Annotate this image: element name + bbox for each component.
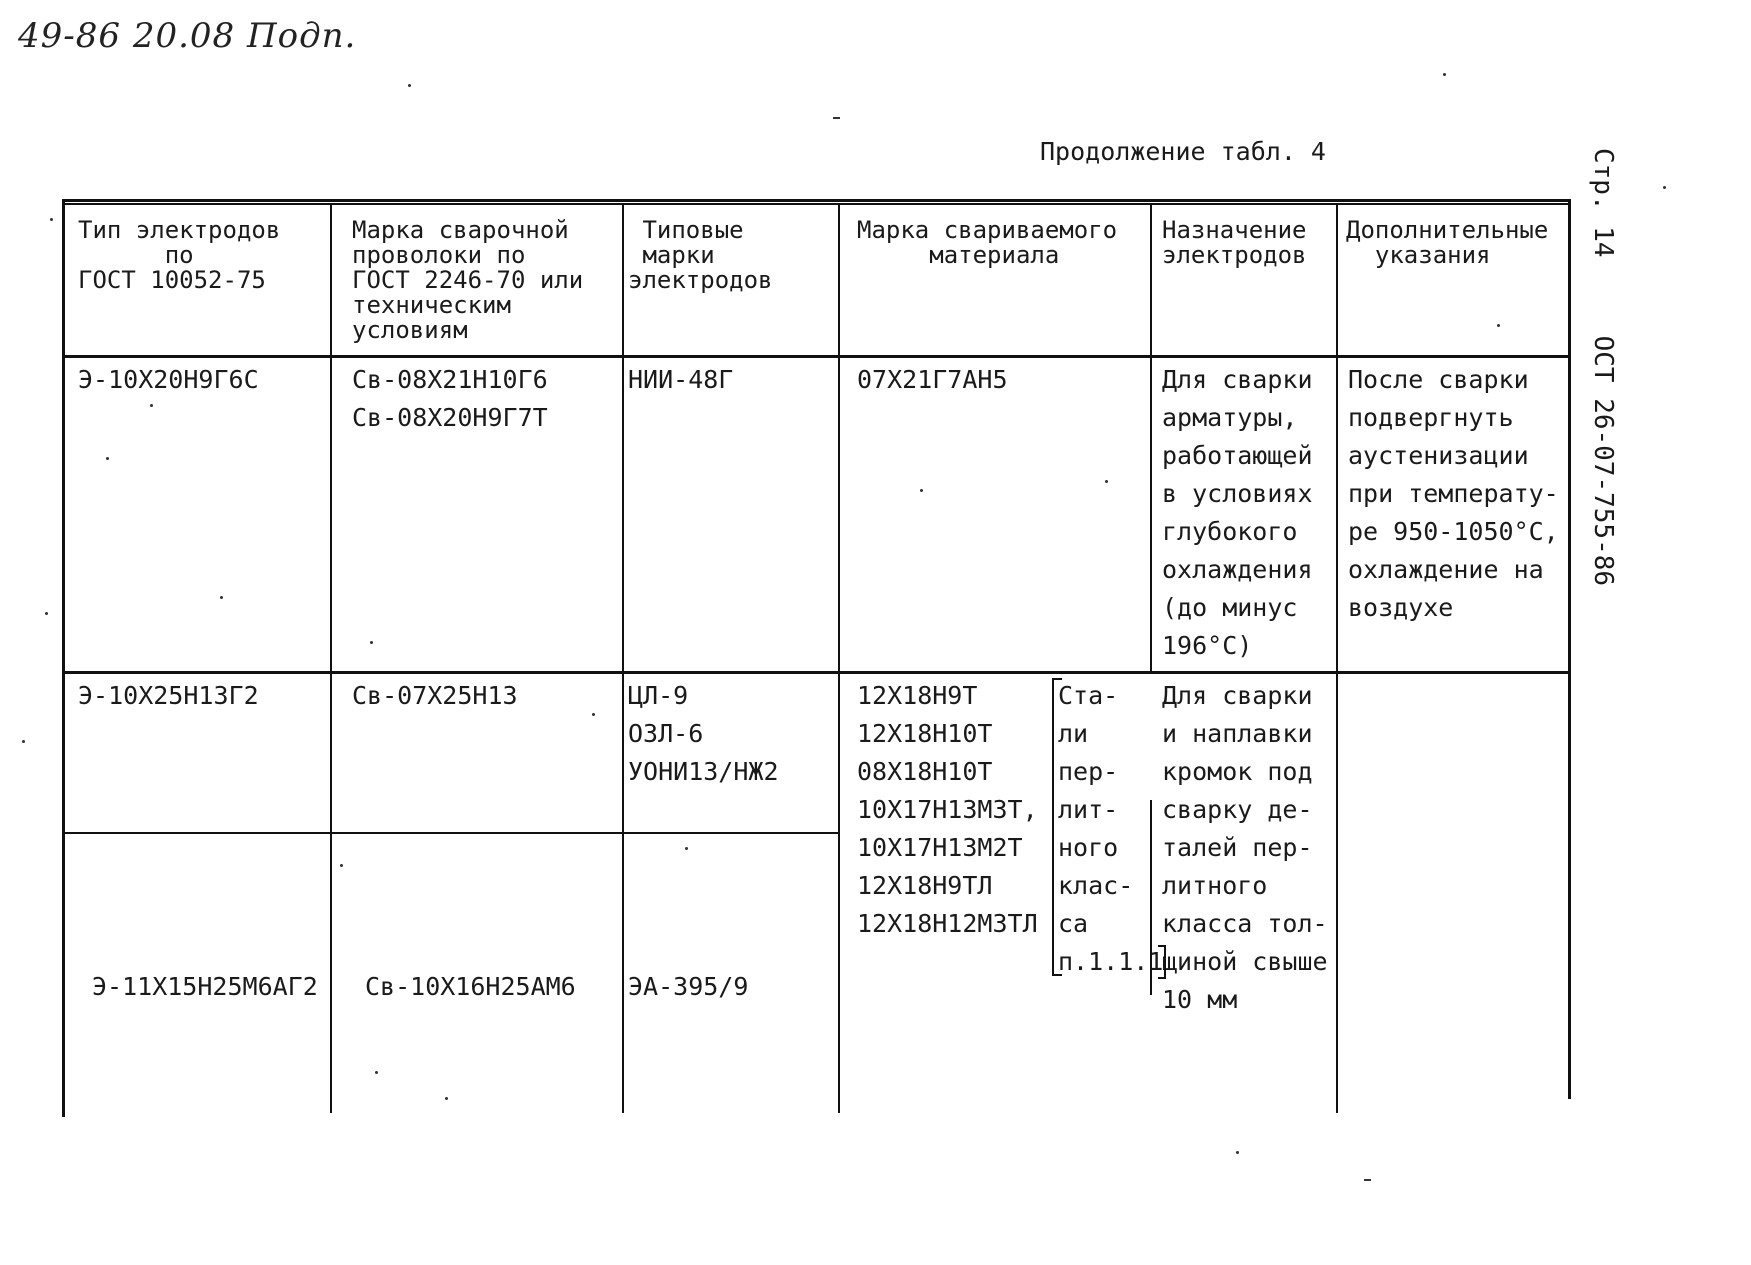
bracket-left [1052,678,1062,976]
row3-wire: Св-10Х16Н25АМ6 [365,972,576,1001]
row2-wire: Св-07Х25Н13 [352,681,518,710]
header-material: Марка свариваемого материала [857,216,1118,269]
header-electrode-type: Тип электродов по ГОСТ 10052-75 [78,216,281,294]
row1-wire: Св-08Х21Н10Г6 Св-08Х20Н9Г7Т [352,365,548,432]
row2-brand: ЦЛ-9 ОЗЛ-6 УОНИ13/НЖ2 [628,681,779,786]
row2-purpose: Для сварки и наплавки кромок под сварку де- талей пер- литного класса тол- щиной свыше 10 мм [1162,681,1328,1014]
row1-material: 07Х21Г7АН5 [857,365,1008,394]
side-margin-text [1590,148,1616,586]
row3-type: Э-11Х15Н25М6АГ2 [92,972,318,1001]
row2-type: Э-10Х25Н13Г2 [78,681,259,710]
header-purpose: Назначение электродов [1162,216,1307,269]
header-electrode-brands: Типовые марки электродов [628,216,773,294]
header-wire-brand: Марка сварочной проволоки по ГОСТ 2246-70 или техническим условиям [352,216,584,344]
table-continuation-caption: Продолжение табл. 4 [1040,137,1326,166]
header-notes: Дополнительные указания [1346,216,1549,269]
row1-notes: После сварки подвергнуть аустенизации при температу- ре 950-1050°С, охлаждение на воздухе [1348,365,1559,622]
row1-brand: НИИ-48Г [628,365,734,394]
row2-material-note: Ста- ли пер- лит- ного клас- са п.1.1.1 [1058,681,1164,976]
document-code: ОСТ 26-07-755-86 [1588,335,1618,587]
row1-type: Э-10Х20Н9Г6С [78,365,259,394]
row3-brand: ЭА-395/9 [628,972,749,1001]
page-number: Стр. 14 [1588,148,1618,258]
row1-purpose: Для сварки арматуры, работающей в условиях глубокого охлаждения (до минус 196°С) [1162,365,1313,660]
brace-divider [1150,800,1160,995]
handwritten-note: 49-86 20.08 Подп. [18,16,357,56]
row2-material: 12Х18Н9Т 12Х18Н10Т 08Х18Н10Т 10Х17Н13М3Т, 10Х17Н13М2Т 12Х18Н9ТЛ 12Х18Н12М3ТЛ [857,681,1038,938]
